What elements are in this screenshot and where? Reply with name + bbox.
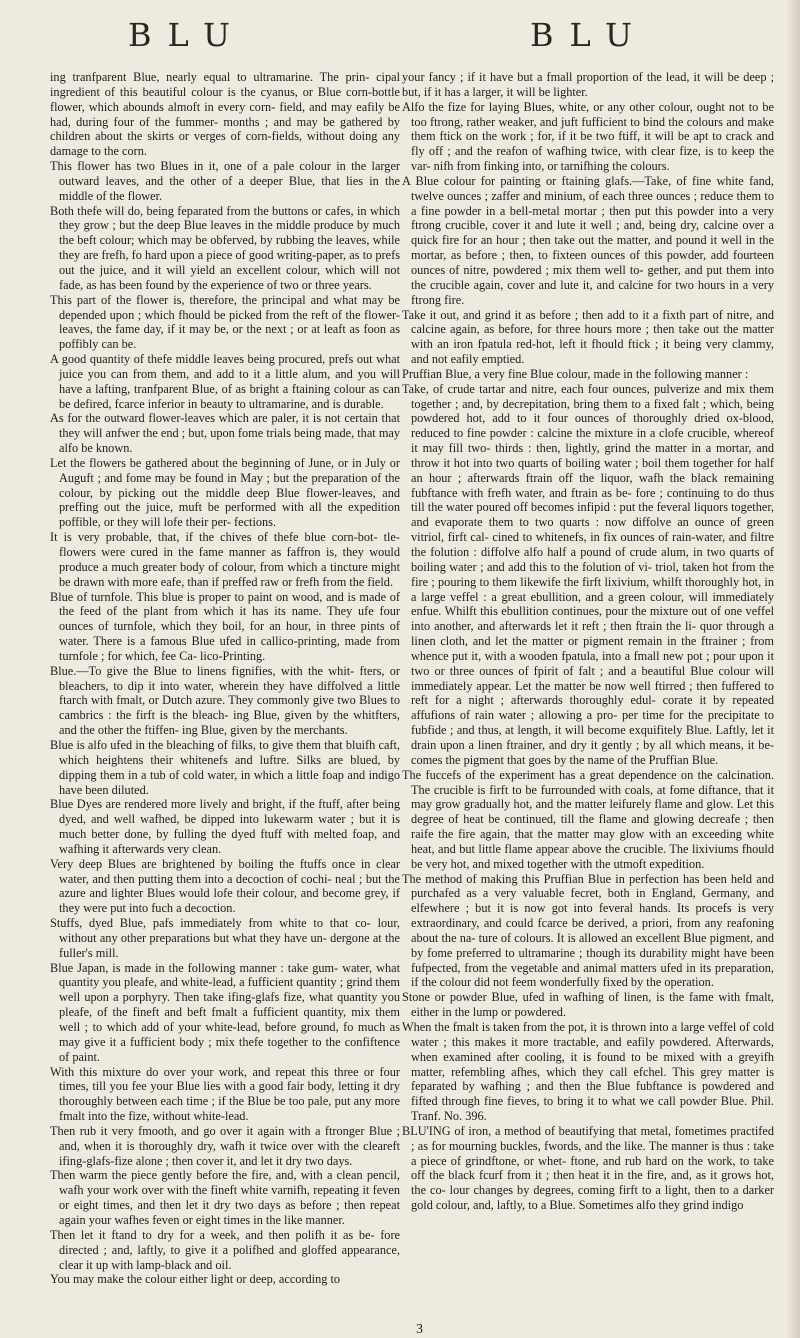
entry-blue-of-turnsole: Blue of turnfole. This blue is proper to paint on wood, and is made of the feed of the plant from which it has its name. They ufe four ounces of turnfole, which they boil, for an hour, in three pints of water. There is a famous Blue ufed in callico-printing, made from turnfole ; for which, fee Ca- lico-Printing. [50, 589, 400, 663]
running-head-right: BLU [530, 16, 648, 54]
entry-blue-silks: Blue is alfo ufed in the bleaching of filks, to give them that bluifh caft, which heightens their whitenefs and luftre. Silks are blued, by dipping them in a tub of cold water, in which a little foap and indigo have been diluted. [50, 737, 400, 797]
paragraph: It is very probable, that, if the chives of thefe blue corn-bot- tle-flowers were cured in the fame manner as faffron is, they would produce a much greater body of colour, from which a tincture might be drawn with more eafe, than if preffed raw or frefh from the field. [50, 530, 400, 589]
entry-blue-japan: Blue Japan, is made in the following manner : take gum- water, what quantity you pleafe, and white-lead, a fufficient quantity ; grind them well upon a porphyry. Then take ifing-glafs fize, what quantity you pleafe, of the fineft and beft fmalt a fufficient quantity, mix them well ; to which add of your white-lead, before ground, fo much as may give it a fufficient body ; mix thefe together to the confiftence of paint. [50, 960, 400, 1064]
paragraph: Alfo the fize for laying Blues, white, or any other colour, ought not to be too ftrong, rather weaker, and juft fufficient to bind the colours and make them ftick on the work ; for, if it be two ftiff, it will be apt to crack and fly off ; and the reafon of wafhing twice, with clear fize, is to keep the var- nifh from finking into, or tarnifhing the colours. [402, 99, 774, 174]
left-column [50, 70, 400, 1320]
entry-blue-linens: Blue.—To give the Blue to linens fignifies, with the whit- fters, or bleachers, to dip it into water, wherein they have diffolved a little ftarch with fmalt, or Dutch azure. They commonly give two Blues to cambrics : the firft is the bleach- ing Blue, given by the whitfters, and the other the ftiffen- ing Blue, given by the merchants. [50, 663, 400, 738]
paragraph: You may make the colour either light or deep, according to [50, 1272, 341, 1287]
paragraph: Both thefe will do, being feparated from the buttons or cafes, in which they grow ; but the deep Blue leaves in the middle produce by much the beft colour; which may be obferved, by rubbing the leaves, while they are frefh, fo hard upon a piece of good writing-paper, as to prefs out the juice, and it will yield an excellent colour, which will not fade, as has been found by the experience of two or three years. [50, 203, 400, 292]
page-number: 3 [416, 1322, 423, 1337]
paragraph: Very deep Blues are brightened by boiling the ftuffs once in clear water, and then putting them into a decoction of cochi- neal ; but the azure and lighter Blues would lofe their colour, and become grey, if they were put into fuch a decoction. [50, 856, 400, 916]
paragraph: Stuffs, dyed Blue, pafs immediately from white to that co- lour, without any other preparations but what they have un- dergone at the fuller's mill. [50, 916, 400, 960]
page-edge-shadow [786, 0, 800, 1338]
paragraph: Then rub it very fmooth, and go over it again with a ftronger Blue ; and, when it is thoroughly dry, wafh it twice over with the cleareft ifing-glafs-fize alone ; then cover it, and let it dry two days. [50, 1123, 400, 1168]
paragraph: Then warm the piece gently before the fire, and, with a clean pencil, wafh your work over with the fineft white varnifh, repeating it feven or eight times, and then let it dry two days as before ; then repeat again your wafhes feven or eight times in the like manner. [50, 1168, 400, 1227]
paragraph: Then let it ftand to dry for a week, and then polifh it as be- fore directed ; and, laftly, to give it a polifhed and gloffed appearance, clear it up with lamp-black and oil. [50, 1227, 400, 1272]
paragraph: Let the flowers be gathered about the beginning of June, or in July or Auguft ; and fome may be found in May ; but the preparation of the colour, by picking out the middle deep Blue flower-leaves, and preffing out the juice, muft be performed with all the expedition poffible, or they will lofe their per- fections. [50, 455, 400, 530]
entry-bluing-of-iron: BLU'ING of iron, a method of beautifying that metal, fometimes practifed ; as for mourning buckles, fwords, and the like. The manner is thus : take a piece of grindftone, or whet- ftone, and rub hard on the work, to take off the black fcurf from it ; then heat it in the fire, and, as it grows hot, the co- lour changes by degrees, coming firft to a light, then to a darker gold colour, and, laftly, to a Blue. Sometimes alfo they grind indigo [402, 1123, 774, 1213]
paragraph: This flower has two Blues in it, one of a pale colour in the larger outward leaves, and the other of a deeper Blue, that lies in the middle of the flower. [50, 159, 400, 203]
running-head-left: BLU [128, 16, 246, 54]
paragraph: The method of making this Pruffian Blue in perfection has been held and purchafed as a very valuable fecret, both in England, Germany, and elfewhere ; but it is now got into feveral hands. Its procefs is very extraordinary, and could fcarce be derived, a priori, from any reafoning about the na- ture of colours. It is allowed an excellent Blue pigment, and by fome preferred to ultramarine ; though its durability might have been fufpected, from the vegetable and animal matters ufed in its preparation, if the colour did not feem wonderfully fixed by the operation. [402, 871, 774, 990]
entry-powder-blue: Stone or powder Blue, ufed in wafhing of linen, is the fame with fmalt, either in the lump or powdered. [402, 990, 774, 1020]
entry-blue-glass: A Blue colour for painting or ftaining glafs.—Take, of fine white fand, twelve ounces ; zaffer and minium, of each three ounces ; reduce them to a fine powder in a bell-metal mortar ; then put this powder into a very ftrong crucible, cover it and lute it well ; and, being dry, calcine over a quick fire for an hour ; then take out the matter, and pound it well in the mortar, as before ; then, to fixteen ounces of this powder, add fourteen ounces of nitre, powdered ; mix them well to- gether, and put them into the crucible again, cover and lute it, and calcine for two hours in a very ftrong fire. [402, 173, 774, 307]
paragraph: Take, of crude tartar and nitre, each four ounces, pulverize and mix them together ; and, by decrepitation, bring them to a fixed falt ; which, being powdered hot, add to it four ounces of thoroughly dried ox-blood, reduced to fine powder : calcine the mixture in a clofe crucible, whereof it may fill two- thirds : then, lightly, grind the matter in a mortar, and throw it hot into two quarts of boiling water ; boil them together for half an hour ; afterwards ftrain off the liquor, wafh the black remaining fubftance with frefh water, and ftrain as be- fore ; continuing to do thus till the water poured off becomes infipid : put the feveral liquors together, and evaporate them to two quarts : now diffolve an ounce of green vitriol, firft cal- cined to whitenefs, in fix ounces of rain-water, and filtre the folution : diffolve alfo half a pound of crude alum, in two quarts of boiling water ; and add this to the folution of vi- triol, taken hot from the fire ; pouring to them likewife the firft lixivium, whilft thoroughly hot, in a large veffel : a great ebullition, and a green colour, will immediately enfue. Whilft this ebullition continues, pour the mixture out of one veffel into another, and afterwards let it reft ; then ftrain the li- quor through a linen cloth, and let the matter or pigment remain in the ftrainer ; from whence put it, with a wooden fpatula, into a fmall new pot ; pour upon it two or three ounces of fpirit of falt ; and a beautiful Blue colour will immediately appear. Let the matter be now well ftirred ; then fuffered to reft for a night ; afterwards thoroughly edul- corate it by repeated affufions of rain water ; allowing a pro- per time for the precipitate to fubfide ; and thus, at length, it will become exquifitely Blue. Laftly, let it drain upon a linen ftrainer, and dry it gently ; by all which means, it be- comes the pigment that goes by the name of the Pruffian Blue. [402, 381, 774, 767]
paragraph: This part of the flower is, therefore, the principal and what may be depended upon ; which fhould be picked from the reft of the flower-leaves, the fame day, if it may be, or the next ; or at leaft as foon as poffibly can be. [50, 292, 400, 352]
paragraph: With this mixture do over your work, and repeat this three or four times, till you fee your Blue lies with a good fair body, letting it dry thoroughly between each time ; if the Blue be too pale, put any more fmalt into the fize, without white-lead. [50, 1064, 400, 1124]
entry-prussian-blue: Pruffian Blue, a very fine Blue colour, made in the following manner : [402, 366, 749, 381]
paragraph: your fancy ; if it have but a fmall proportion of the lead, it will be deep ; but, if it has a larger, it will be lighter. [402, 70, 774, 99]
paragraph: When the fmalt is taken from the pot, it is thrown into a large veffel of cold water ; this makes it more tractable, and eafily powdered. Afterwards, when examined after cooling, it is found to be mixed with a greyifh matter, refembling afhes, which they call efchel. This grey matter is feparated by wafhing ; and then the Blue fubftance is powdered and fifted through fine fieves, to bring it to what we call powder Blue. Phil. Tranf. No. 396. [402, 1020, 774, 1124]
paragraph: ing tranfparent Blue, nearly equal to ultramarine. The prin- cipal ingredient of this beautiful colour is the cyanus, or Blue corn-bottle flower, which abounds almoft in every corn- field, and may eafily be had, during four of the fummer- months ; and may be gathered by children about the skirts or verges of corn-fields, without doing any damage to the corn. [50, 70, 400, 159]
paragraph: Take it out, and grind it as before ; then add to it a fixth part of nitre, and calcine again, as before, for three hours more ; then take out the matter with an iron fpatula red-hot, left it fhould ftick ; it being very clammy, and not eafily emptied. [402, 307, 774, 367]
paragraph: As for the outward flower-leaves which are paler, it is not certain that they will anfwer the end ; but, upon fome trials being made, that may alfo be known. [50, 411, 400, 456]
right-column [402, 70, 774, 1320]
entry-blue-dyes: Blue Dyes are rendered more lively and bright, if the ftuff, after being dyed, and well wafhed, be dipped into lukewarm water ; but it is much better done, by fulling the dyed ftuff with melted foap, and wafhing it afterwards very clean. [50, 797, 400, 856]
paragraph: The fuccefs of the experiment has a great dependence on the calcination. The crucible is firft to be furrounded with coals, at fome diftance, that it may grow gradually hot, and the matter leifurely flame and glow. Let this degree of heat be continued, till the flame and glowing decreafe ; then raife the fire again, that the matter may glow with an exceeding white heat, and but little flame appear above the crucible. The lixiviums fhould be very hot, and mixed together with the utmoft expedition. [402, 767, 774, 871]
paragraph: A good quantity of thefe middle leaves being procured, prefs out what juice you can from them, and add to it a little alum, and you will have a lafting, tranfparent Blue, of as bright a ftaining colour as can be defired, fcarce inferior in beauty to ultramarine, and is durable. [50, 352, 400, 411]
